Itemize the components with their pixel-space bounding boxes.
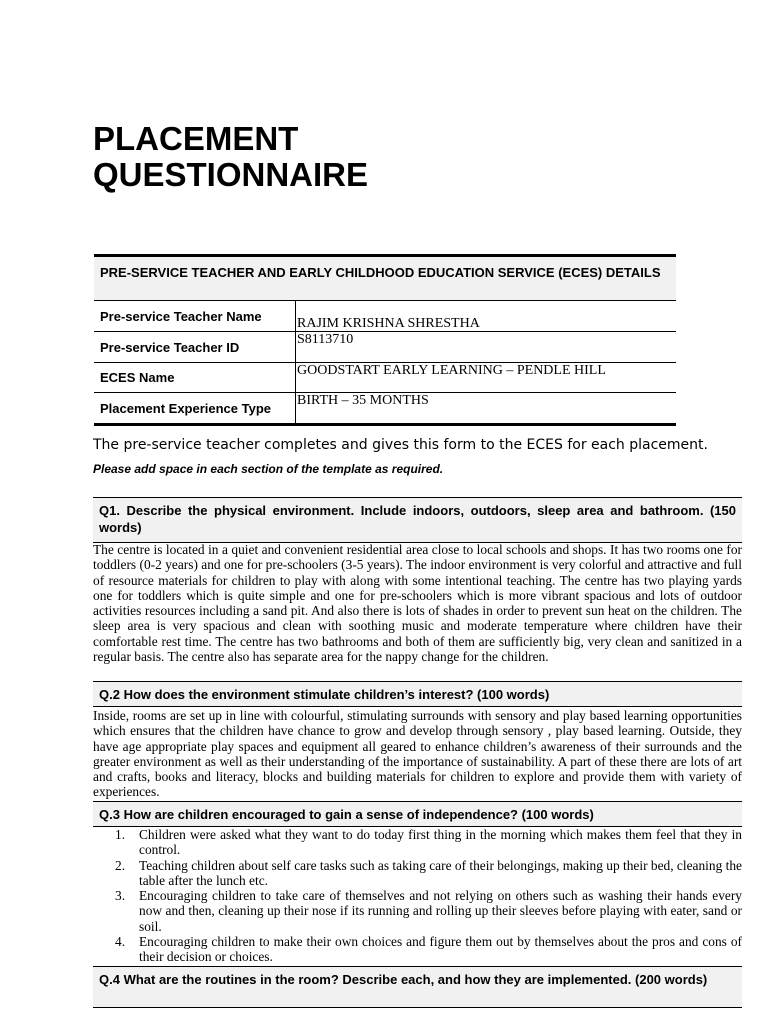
question-2: Q.2 How does the environment stimulate children’s interest? (100 words): [93, 681, 742, 707]
details-heading: PRE-SERVICE TEACHER AND EARLY CHILDHOOD EDUCATION SERVICE (ECES) DETAILS: [94, 257, 676, 301]
answer-3-list[interactable]: [93, 827, 742, 965]
details-row-teacher-id: [94, 332, 676, 363]
list-item: [93, 888, 742, 934]
eces-name-value[interactable]: GOODSTART EARLY LEARNING – PENDLE HILL: [297, 363, 606, 378]
list-number: 3.: [115, 888, 126, 904]
answer-2[interactable]: Inside, rooms are set up in line with colourful, stimulating surrounds with sensory and play based learning opportunities which ensures that the children have chance to grow and develop through sensory , play based learning. Outside, they have age appropriate play spaces and equipment all geared to enhance children’s awareness of their surrounds and the greater environment as well as their understanding of the importance of sustainability. A part of these there are lots of art and crafts, books and literacy, blocks and building materials for children to explore and provide them with variety of experiences.: [93, 708, 742, 800]
question-4: Q.4 What are the routines in the room? Describe each, and how they are implemented. (200 words): [93, 966, 742, 1008]
title-line-2: QUESTIONNAIRE: [93, 156, 369, 193]
intro-text: The pre-service teacher completes and gives this form to the ECES for each placement.: [93, 437, 708, 453]
question-1: Q1. Describe the physical environment. Include indoors, outdoors, sleep area and bathroom. (150 words): [93, 497, 742, 543]
list-item-text: Children were asked what they want to do today first thing in the morning which makes them feel that they in control.: [139, 827, 742, 858]
row-label: Pre-service Teacher Name: [94, 301, 296, 331]
row-label: Pre-service Teacher ID: [94, 332, 296, 362]
list-item: [93, 858, 742, 889]
details-table: [94, 254, 676, 426]
details-row-teacher-name: [94, 301, 676, 332]
list-number: 1.: [115, 827, 126, 842]
details-row-placement-type: [94, 393, 676, 423]
teacher-name-value[interactable]: RAJIM KRISHNA SHRESTHA: [297, 316, 480, 331]
title-line-1: PLACEMENT: [93, 120, 299, 157]
row-label: Placement Experience Type: [94, 393, 296, 423]
list-item-text: Teaching children about self care tasks such as taking care of their belongings, making up their bed, cleaning the table after the lunch etc.: [139, 857, 742, 888]
list-number: 4.: [115, 934, 126, 950]
list-item: [93, 934, 742, 965]
teacher-id-value[interactable]: S8113710: [297, 332, 354, 347]
document-title: [93, 121, 653, 193]
list-item: [93, 827, 742, 858]
list-number: 2.: [115, 857, 126, 873]
answer-1[interactable]: The centre is located in a quiet and convenient residential area close to local schools and shops. It has two rooms one for toddlers (0-2 years) and one for pre-schoolers (3-5 years). The indoor environment is very colorful and attractive and full of resource materials for children to play with along with some intentional teaching. The centre has two playing yards one for toddlers which is quite simple and one for pre-schoolers which is more vibrant spacious and lots of outdoor activities resources including a sand pit. And also there is lots of shades in order to prevent sun heat on the children. The sleep area is very spacious and clean with soothing music and moderate temperature where children have their comfortable rest time. The centre has two bathrooms and both of them are sufficiently big, very clean and sanitized in a regular basis. The centre also has separate area for the nappy change for the children.: [93, 542, 742, 665]
details-row-eces-name: [94, 363, 676, 393]
instruction-note: Please add space in each section of the template as required.: [93, 462, 444, 476]
question-3: Q.3 How are children encouraged to gain a sense of independence? (100 words): [93, 801, 742, 827]
list-item-text: Encouraging children to make their own choices and figure them out by themselves about the pros and cons of their decision or choices.: [139, 934, 742, 965]
placement-type-value[interactable]: BIRTH – 35 MONTHS: [297, 393, 429, 408]
list-item-text: Encouraging children to take care of themselves and not relying on others such as washing their hands every now and then, cleaning up their nose if its running and rolling up their sleeves before playing with eater, sand or soil.: [139, 888, 742, 934]
row-label: ECES Name: [94, 363, 296, 392]
